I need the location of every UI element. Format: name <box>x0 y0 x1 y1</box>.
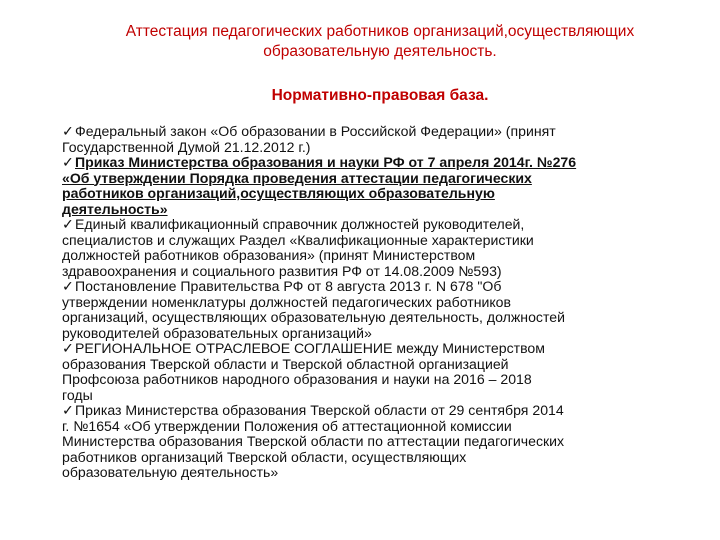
list-item-line: утверждении номенклатуры должностей педагогических работников <box>62 293 512 310</box>
list-item-line: образовательную деятельность» <box>62 464 279 480</box>
checkmark-icon: ✓ <box>62 340 74 356</box>
checkmark-icon: ✓ <box>62 216 74 232</box>
list-item-line: ✓Федеральный закон «Об образовании в Российской Федерации» (принят <box>62 123 556 139</box>
list-item-line: организаций, осуществляющих образовательную деятельность, должностей <box>62 309 565 325</box>
checkmark-icon: ✓ <box>62 123 74 139</box>
checkmark-icon: ✓ <box>62 154 74 170</box>
list-item-line: должностей работников образования» (принят Министерством <box>62 247 476 263</box>
list-item-line: ✓РЕГИОНАЛЬНОЕ ОТРАСЛЕВОЕ СОГЛАШЕНИЕ между Министерством <box>62 340 545 356</box>
document-list <box>62 124 702 481</box>
list-item-line: ✓Приказ Министерства образования и науки РФ от 7 апреля 2014г. №276 <box>62 154 577 170</box>
checkmark-icon: ✓ <box>62 278 74 294</box>
list-item-line: образования Тверской области и Тверской областной организацией <box>62 355 509 372</box>
list-item-line: деятельность» <box>62 200 168 217</box>
title-line-2: образовательную деятельность. <box>263 43 497 60</box>
list-item-line: работников организаций,осуществляющих образовательную <box>62 185 495 201</box>
list-item-line: «Об утверждении Порядка проведения аттестации педагогических <box>62 169 532 186</box>
title-line-1: Аттестация педагогических работников организаций,осуществляющих <box>125 23 635 40</box>
list-item-line: работников организаций Тверской области, осуществляющих <box>62 448 467 465</box>
list-item-line: руководителей образовательных организаций» <box>62 324 372 341</box>
list-item-line: ✓Постановление Правительства РФ от 8 августа 2013 г. N 678 "Об <box>62 278 502 294</box>
list-item-federal-law <box>62 124 702 155</box>
list-item-line: Профсоюза работников народного образования и науки на 2016 – 2018 <box>62 371 532 387</box>
list-item-line: здравоохранения и социального развития РФ от 14.08.2009 №593) <box>62 262 502 279</box>
list-item-line: Государственной Думой 21.12.2012 г.) <box>62 138 311 155</box>
list-item-line: г. №1654 «Об утверждении Положения об аттестационной комиссии <box>62 417 512 434</box>
list-item-line: Министерства образования Тверской области по аттестации педагогических <box>62 433 565 449</box>
list-item-tver-order <box>62 403 702 481</box>
list-item-government-resolution <box>62 279 702 341</box>
page-subtitle: Нормативно-правовая база. <box>271 87 489 104</box>
list-item-line: годы <box>62 386 93 403</box>
list-item-line: ✓Единый квалификационный справочник должностей руководителей, <box>62 216 525 232</box>
list-item-order-276 <box>62 155 702 217</box>
list-item-line: специалистов и служащих Раздел «Квалификационные характеристики <box>62 231 534 248</box>
list-item-qualification-handbook <box>62 217 702 279</box>
list-item-regional-agreement <box>62 341 702 403</box>
list-item-line: ✓Приказ Министерства образования Тверской области от 29 сентября 2014 <box>62 402 564 418</box>
page-title <box>60 22 700 62</box>
checkmark-icon: ✓ <box>62 402 74 418</box>
